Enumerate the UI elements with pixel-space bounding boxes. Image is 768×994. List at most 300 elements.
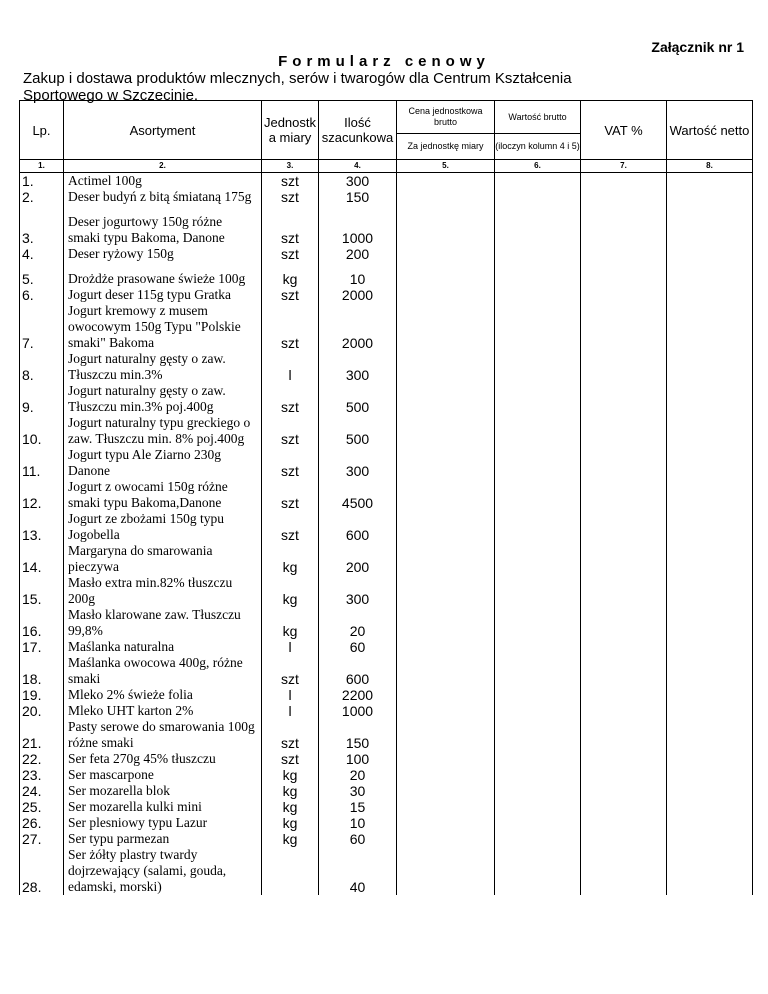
table-row (20, 815, 753, 831)
vat-cell[interactable] (581, 351, 667, 383)
gross-value-cell[interactable] (495, 815, 581, 831)
gross-value-cell[interactable] (495, 655, 581, 687)
table-row (20, 543, 753, 575)
product-name (64, 799, 262, 815)
gross-value-cell[interactable] (495, 271, 581, 287)
unit-price-cell[interactable] (397, 246, 495, 262)
vat-cell[interactable] (581, 511, 667, 543)
column-number: 8. (667, 160, 753, 173)
product-name-line: Tłuszczu min.3% poj.400g (68, 399, 214, 414)
table-row (20, 351, 753, 383)
product-rows (20, 173, 753, 896)
unit-of-measure: szt (262, 511, 319, 543)
product-name-line: Jogurt kremowy z musem (68, 303, 208, 318)
unit-of-measure: l (262, 351, 319, 383)
table-row (20, 383, 753, 415)
table-row (20, 415, 753, 447)
unit-price-cell[interactable] (397, 815, 495, 831)
row-number: 28. (20, 847, 64, 895)
product-name-line: zaw. Tłuszczu min. 8% poj.400g (68, 431, 245, 446)
product-name-line: Jogurt z owocami 150g różne (68, 479, 228, 494)
table-row (20, 783, 753, 799)
table-row (20, 173, 753, 190)
gross-value-cell[interactable] (495, 799, 581, 815)
product-name (64, 703, 262, 719)
product-name-line: różne smaki (68, 735, 134, 750)
row-number: 21. (20, 719, 64, 751)
product-name (64, 214, 262, 246)
gross-value-cell[interactable] (495, 383, 581, 415)
vat-cell[interactable] (581, 687, 667, 703)
product-name (64, 447, 262, 479)
estimated-quantity: 150 (319, 719, 397, 751)
column-number: 7. (581, 160, 667, 173)
unit-of-measure: l (262, 687, 319, 703)
vat-cell[interactable] (581, 847, 667, 895)
vat-cell[interactable] (581, 751, 667, 767)
row-number: 6. (20, 287, 64, 303)
row-number: 12. (20, 479, 64, 511)
net-value-cell[interactable] (667, 511, 753, 543)
header-unit-price-sub: Za jednostkę miary (397, 134, 495, 160)
column-number: 1. (20, 160, 64, 173)
vat-cell[interactable] (581, 383, 667, 415)
table-row (20, 767, 753, 783)
product-name-line: 99,8% (68, 623, 103, 638)
row-number: 16. (20, 607, 64, 639)
vat-cell[interactable] (581, 575, 667, 607)
product-name (64, 189, 262, 205)
row-number: 22. (20, 751, 64, 767)
unit-price-cell[interactable] (397, 173, 495, 190)
estimated-quantity: 500 (319, 383, 397, 415)
net-value-cell[interactable] (667, 351, 753, 383)
net-value-cell[interactable] (667, 246, 753, 262)
table-row (20, 799, 753, 815)
product-name (64, 639, 262, 655)
net-value-cell[interactable] (667, 687, 753, 703)
row-number: 20. (20, 703, 64, 719)
estimated-quantity: 300 (319, 173, 397, 190)
product-name-line: Ser mascarpone (68, 767, 154, 782)
unit-of-measure: kg (262, 767, 319, 783)
row-number: 11. (20, 447, 64, 479)
estimated-quantity: 10 (319, 271, 397, 287)
row-number: 10. (20, 415, 64, 447)
product-name (64, 719, 262, 751)
row-number: 19. (20, 687, 64, 703)
net-value-cell[interactable] (667, 575, 753, 607)
net-value-cell[interactable] (667, 479, 753, 511)
row-number: 14. (20, 543, 64, 575)
product-name-line: Maślanka owocowa 400g, różne (68, 655, 243, 670)
estimated-quantity: 4500 (319, 479, 397, 511)
unit-of-measure: szt (262, 303, 319, 351)
vat-cell[interactable] (581, 287, 667, 303)
net-value-cell[interactable] (667, 415, 753, 447)
product-name (64, 543, 262, 575)
row-number: 13. (20, 511, 64, 543)
unit-price-cell[interactable] (397, 214, 495, 246)
column-number: 6. (495, 160, 581, 173)
gross-value-cell[interactable] (495, 351, 581, 383)
net-value-cell[interactable] (667, 751, 753, 767)
estimated-quantity: 2200 (319, 687, 397, 703)
net-value-cell[interactable] (667, 783, 753, 799)
product-name (64, 783, 262, 799)
vat-cell[interactable] (581, 271, 667, 287)
estimated-quantity: 150 (319, 189, 397, 205)
header-unit: Jednostk a miary (262, 101, 319, 160)
row-number: 25. (20, 799, 64, 815)
gross-value-cell[interactable] (495, 847, 581, 895)
row-number: 9. (20, 383, 64, 415)
gross-value-cell[interactable] (495, 214, 581, 246)
column-number: 5. (397, 160, 495, 173)
unit-price-cell[interactable] (397, 687, 495, 703)
unit-price-cell[interactable] (397, 383, 495, 415)
product-name-line: smaki typu Bakoma,Danone (68, 495, 222, 510)
product-name-line: Pasty serowe do smarowania 100g (68, 719, 255, 734)
gross-value-cell[interactable] (495, 783, 581, 799)
unit-price-cell[interactable] (397, 511, 495, 543)
gross-value-cell[interactable] (495, 303, 581, 351)
gross-value-cell[interactable] (495, 751, 581, 767)
product-name (64, 479, 262, 511)
estimated-quantity: 100 (319, 751, 397, 767)
estimated-quantity: 1000 (319, 703, 397, 719)
header-vat: VAT % (581, 101, 667, 160)
product-name (64, 271, 262, 287)
vat-cell[interactable] (581, 303, 667, 351)
product-name-line: Mleko UHT karton 2% (68, 703, 194, 718)
net-value-cell[interactable] (667, 831, 753, 847)
product-name (64, 655, 262, 687)
vat-cell[interactable] (581, 607, 667, 639)
table-row (20, 447, 753, 479)
estimated-quantity: 200 (319, 246, 397, 262)
table-row (20, 479, 753, 511)
row-number: 24. (20, 783, 64, 799)
unit-price-cell[interactable] (397, 767, 495, 783)
unit-price-cell[interactable] (397, 351, 495, 383)
unit-price-cell[interactable] (397, 447, 495, 479)
gross-value-cell[interactable] (495, 767, 581, 783)
row-number: 3. (20, 214, 64, 246)
vat-cell[interactable] (581, 246, 667, 262)
unit-of-measure: szt (262, 189, 319, 205)
table-row (20, 303, 753, 351)
product-name-line: Jogurt naturalny typu greckiego o (68, 415, 251, 430)
net-value-cell[interactable] (667, 847, 753, 895)
unit-price-cell[interactable] (397, 655, 495, 687)
estimated-quantity: 1000 (319, 214, 397, 246)
unit-of-measure: szt (262, 246, 319, 262)
product-name-line: dojrzewający (salami, gouda, (68, 863, 227, 878)
gross-value-cell[interactable] (495, 575, 581, 607)
product-name-line: Jogobella (68, 527, 120, 542)
row-number: 17. (20, 639, 64, 655)
unit-of-measure: kg (262, 831, 319, 847)
unit-price-cell[interactable] (397, 575, 495, 607)
unit-price-cell[interactable] (397, 751, 495, 767)
vat-cell[interactable] (581, 719, 667, 751)
estimated-quantity: 300 (319, 575, 397, 607)
gross-value-cell[interactable] (495, 687, 581, 703)
unit-price-cell[interactable] (397, 607, 495, 639)
unit-of-measure: szt (262, 719, 319, 751)
table-row (20, 655, 753, 687)
estimated-quantity: 15 (319, 799, 397, 815)
block-gap (20, 205, 753, 214)
row-number: 1. (20, 173, 64, 190)
unit-price-cell[interactable] (397, 415, 495, 447)
gross-value-cell[interactable] (495, 831, 581, 847)
product-name-line: Ser mozarella kulki mini (68, 799, 202, 814)
vat-cell[interactable] (581, 703, 667, 719)
row-number: 27. (20, 831, 64, 847)
product-name-line: Maślanka naturalna (68, 639, 175, 654)
gross-value-cell[interactable] (495, 479, 581, 511)
product-name-line: Jogurt typu Ale Ziarno 230g (68, 447, 221, 462)
header-quantity: Ilość szacunkowa (319, 101, 397, 160)
product-name-line: Ser mozarella blok (68, 783, 170, 798)
product-name (64, 751, 262, 767)
header-gross-value: Wartość brutto (495, 101, 581, 134)
header-net-value: Wartość netto (667, 101, 753, 160)
gross-value-cell[interactable] (495, 246, 581, 262)
product-name (64, 351, 262, 383)
table-row (20, 751, 753, 767)
table-row (20, 189, 753, 205)
estimated-quantity: 30 (319, 783, 397, 799)
vat-cell[interactable] (581, 815, 667, 831)
table-row (20, 831, 753, 847)
table-row (20, 703, 753, 719)
net-value-cell[interactable] (667, 383, 753, 415)
vat-cell[interactable] (581, 189, 667, 205)
header-assortment: Asortyment (64, 101, 262, 160)
table-row (20, 719, 753, 751)
gross-value-cell[interactable] (495, 607, 581, 639)
product-name-line: Masło klarowane zaw. Tłuszczu (68, 607, 241, 622)
product-name-line: Actimel 100g (68, 173, 142, 188)
product-name (64, 511, 262, 543)
row-number: 23. (20, 767, 64, 783)
vat-cell[interactable] (581, 831, 667, 847)
form-title: Formularz cenowy (278, 53, 490, 70)
unit-price-cell[interactable] (397, 831, 495, 847)
row-number: 8. (20, 351, 64, 383)
vat-cell[interactable] (581, 479, 667, 511)
unit-of-measure: kg (262, 607, 319, 639)
product-name (64, 415, 262, 447)
net-value-cell[interactable] (667, 271, 753, 287)
product-name (64, 815, 262, 831)
unit-of-measure: kg (262, 575, 319, 607)
unit-price-cell[interactable] (397, 719, 495, 751)
row-number: 2. (20, 189, 64, 205)
vat-cell[interactable] (581, 415, 667, 447)
product-name (64, 383, 262, 415)
unit-of-measure: kg (262, 271, 319, 287)
gross-value-cell[interactable] (495, 511, 581, 543)
estimated-quantity: 2000 (319, 287, 397, 303)
price-form-table (19, 100, 753, 895)
product-name (64, 246, 262, 262)
unit-price-cell[interactable] (397, 543, 495, 575)
product-name (64, 287, 262, 303)
product-name-line: Jogurt deser 115g typu Gratka (68, 287, 231, 302)
table-row (20, 575, 753, 607)
estimated-quantity: 200 (319, 543, 397, 575)
unit-of-measure: szt (262, 214, 319, 246)
gross-value-cell[interactable] (495, 703, 581, 719)
net-value-cell[interactable] (667, 447, 753, 479)
vat-cell[interactable] (581, 655, 667, 687)
unit-price-cell[interactable] (397, 799, 495, 815)
header-lp: Lp. (20, 101, 64, 160)
row-number: 7. (20, 303, 64, 351)
row-number: 4. (20, 246, 64, 262)
vat-cell[interactable] (581, 799, 667, 815)
unit-price-cell[interactable] (397, 703, 495, 719)
vat-cell[interactable] (581, 214, 667, 246)
unit-of-measure: kg (262, 799, 319, 815)
product-name (64, 173, 262, 190)
unit-of-measure: l (262, 639, 319, 655)
row-number: 5. (20, 271, 64, 287)
table-row (20, 271, 753, 287)
product-name (64, 575, 262, 607)
unit-of-measure: szt (262, 383, 319, 415)
header-gross-value-sub: (iloczyn kolumn 4 i 5) (495, 134, 581, 160)
product-name (64, 831, 262, 847)
product-name-line: Margaryna do smarowania (68, 543, 213, 558)
table-row (20, 847, 753, 895)
vat-cell[interactable] (581, 543, 667, 575)
product-name-line: 200g (68, 591, 95, 606)
product-name-line: owocowym 150g Typu "Polskie (68, 319, 241, 334)
table-row (20, 246, 753, 262)
product-name-line: Mleko 2% świeże folia (68, 687, 193, 702)
estimated-quantity: 2000 (319, 303, 397, 351)
column-number: 3. (262, 160, 319, 173)
estimated-quantity: 300 (319, 447, 397, 479)
table-row (20, 687, 753, 703)
unit-price-cell[interactable] (397, 479, 495, 511)
unit-price-cell[interactable] (397, 271, 495, 287)
product-name (64, 847, 262, 895)
product-name-line: Jogurt naturalny gęsty o zaw. (68, 383, 226, 398)
table-row (20, 511, 753, 543)
estimated-quantity: 20 (319, 607, 397, 639)
net-value-cell[interactable] (667, 639, 753, 655)
net-value-cell[interactable] (667, 173, 753, 190)
gross-value-cell[interactable] (495, 719, 581, 751)
gross-value-cell[interactable] (495, 415, 581, 447)
unit-price-cell[interactable] (397, 287, 495, 303)
net-value-cell[interactable] (667, 287, 753, 303)
vat-cell[interactable] (581, 173, 667, 190)
estimated-quantity: 20 (319, 767, 397, 783)
vat-cell[interactable] (581, 447, 667, 479)
product-name-line: smaki (68, 671, 101, 686)
vat-cell[interactable] (581, 783, 667, 799)
unit-of-measure: kg (262, 543, 319, 575)
net-value-cell[interactable] (667, 703, 753, 719)
product-name-line: Ser feta 270g 45% tłuszczu (68, 751, 216, 766)
product-name-line: Ser plesniowy typu Lazur (68, 815, 208, 830)
unit-of-measure: szt (262, 287, 319, 303)
unit-price-cell[interactable] (397, 639, 495, 655)
estimated-quantity: 60 (319, 831, 397, 847)
net-value-cell[interactable] (667, 719, 753, 751)
unit-of-measure: szt (262, 751, 319, 767)
row-number: 18. (20, 655, 64, 687)
gross-value-cell[interactable] (495, 543, 581, 575)
net-value-cell[interactable] (667, 543, 753, 575)
unit-price-cell[interactable] (397, 847, 495, 895)
table-row (20, 607, 753, 639)
table-row (20, 214, 753, 246)
product-name-line: Deser jogurtowy 150g różne (68, 214, 223, 229)
unit-of-measure: szt (262, 447, 319, 479)
net-value-cell[interactable] (667, 607, 753, 639)
gross-value-cell[interactable] (495, 287, 581, 303)
net-value-cell[interactable] (667, 655, 753, 687)
vat-cell[interactable] (581, 767, 667, 783)
gross-value-cell[interactable] (495, 447, 581, 479)
unit-price-cell[interactable] (397, 189, 495, 205)
product-name-line: smaki" Bakoma (68, 335, 155, 350)
net-value-cell[interactable] (667, 815, 753, 831)
product-name-line: Tłuszczu min.3% (68, 367, 163, 382)
product-name-line: Drożdże prasowane świeże 100g (68, 271, 246, 286)
vat-cell[interactable] (581, 639, 667, 655)
net-value-cell[interactable] (667, 189, 753, 205)
unit-of-measure: szt (262, 415, 319, 447)
product-name-line: Ser żółty plastry twardy (68, 847, 198, 862)
product-name-line: pieczywa (68, 559, 119, 574)
product-name-line: Deser budyń z bitą śmiataną 175g (68, 189, 252, 204)
unit-of-measure: kg (262, 815, 319, 831)
unit-price-cell[interactable] (397, 303, 495, 351)
row-number: 15. (20, 575, 64, 607)
net-value-cell[interactable] (667, 767, 753, 783)
net-value-cell[interactable] (667, 799, 753, 815)
gross-value-cell[interactable] (495, 189, 581, 205)
unit-price-cell[interactable] (397, 783, 495, 799)
unit-of-measure (262, 847, 319, 895)
gross-value-cell[interactable] (495, 639, 581, 655)
product-name-line: Ser typu parmezan (68, 831, 170, 846)
product-name-line: Jogurt ze zbożami 150g typu (68, 511, 224, 526)
product-name (64, 687, 262, 703)
column-numbers-row (20, 160, 753, 173)
net-value-cell[interactable] (667, 303, 753, 351)
net-value-cell[interactable] (667, 214, 753, 246)
estimated-quantity: 40 (319, 847, 397, 895)
annex-label: Załącznik nr 1 (651, 39, 744, 55)
estimated-quantity: 300 (319, 351, 397, 383)
form-subtitle: Zakup i dostawa produktów mlecznych, serów i twarogów dla Centrum Kształcenia Sportowego w Szczecinie. (23, 70, 572, 104)
estimated-quantity: 600 (319, 511, 397, 543)
unit-of-measure: szt (262, 173, 319, 190)
unit-of-measure: szt (262, 479, 319, 511)
gross-value-cell[interactable] (495, 173, 581, 190)
table-row (20, 287, 753, 303)
